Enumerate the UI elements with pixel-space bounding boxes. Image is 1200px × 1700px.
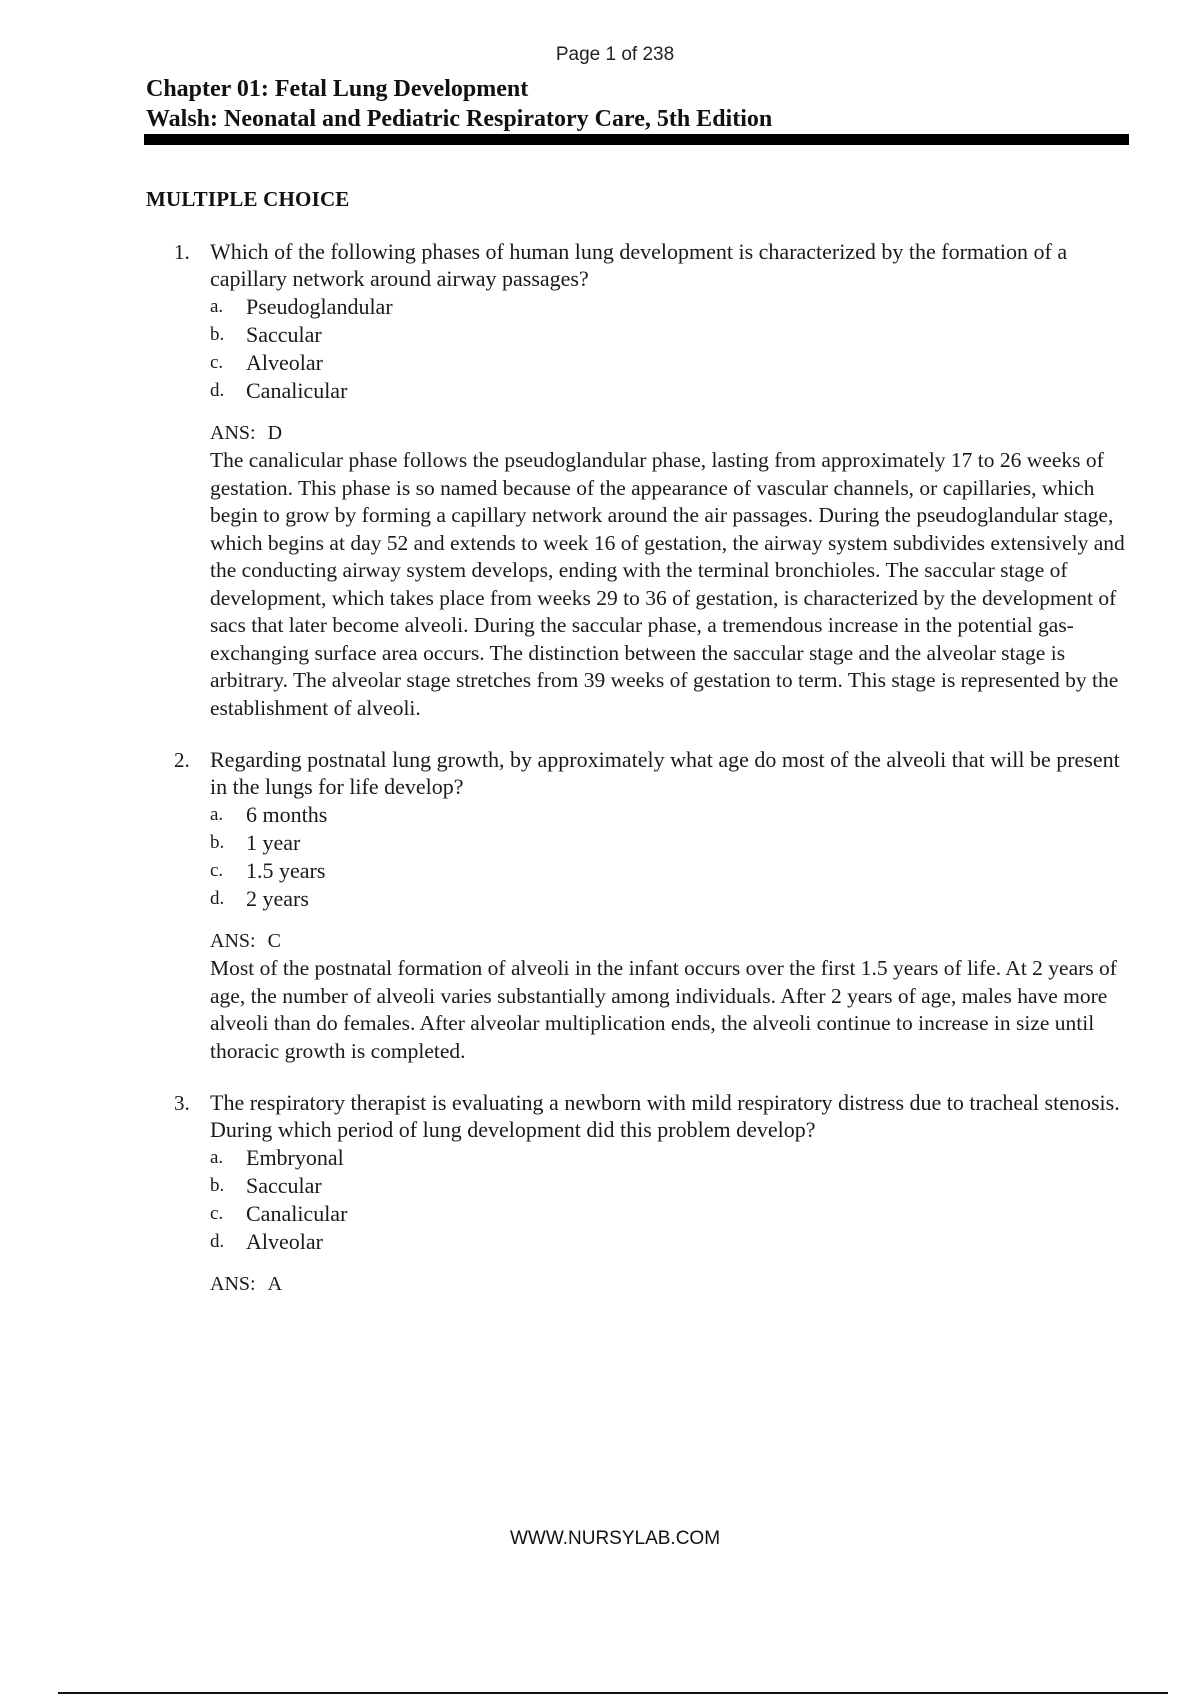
answer-value: C [267, 930, 281, 952]
question-number: 1. [174, 240, 190, 264]
document-header [146, 74, 1129, 134]
option-b [210, 321, 1126, 349]
option-c [210, 857, 1126, 885]
option-text: Alveolar [246, 1229, 323, 1254]
header-rule [144, 134, 1129, 145]
option-text: 1 year [246, 830, 301, 855]
option-text: Canalicular [246, 1201, 348, 1226]
option-d [210, 377, 1126, 405]
option-a [210, 1144, 1126, 1172]
option-letter: a. [210, 804, 224, 825]
option-list [210, 1144, 1126, 1256]
option-text: Pseudoglandular [246, 294, 393, 319]
option-letter: b. [210, 832, 225, 853]
answer-line [210, 420, 1126, 447]
option-b [210, 829, 1126, 857]
option-letter: b. [210, 1175, 225, 1196]
answer-label: ANS: [210, 930, 256, 952]
question-list [146, 238, 1126, 1322]
answer-label: ANS: [210, 422, 256, 444]
book-title: Walsh: Neonatal and Pediatric Respiratory Care, 5th Edition [146, 106, 773, 132]
option-list [210, 293, 1126, 405]
option-a [210, 293, 1126, 321]
option-text: Alveolar [246, 350, 323, 375]
question-2 [146, 746, 1126, 1065]
option-c [210, 1200, 1126, 1228]
page-bottom-rule [58, 1692, 1168, 1694]
question-stem: Which of the following phases of human lung development is characterized by the formation of a capillary network around airway passages? [210, 239, 1068, 291]
answer-value: D [267, 422, 283, 444]
option-letter: a. [210, 1147, 224, 1168]
option-text: Canalicular [246, 378, 348, 403]
section-heading: MULTIPLE CHOICE [146, 187, 350, 211]
answer-rationale: The canalicular phase follows the pseudoglandular phase, lasting from approximately 17 to 26 weeks of gestation. This phase is so named because of the appearance of vascular channels, or capillaries, which begin to grow by forming a capillary network around the air passages. During the pseudoglandular stage, which begins at day 52 and extends to week 16 of gestation, the airway system subdivides extensively and the conducting airway system develops, ending with the terminal bronchioles. The saccular stage of development, which takes place from weeks 29 to 36 of gestation, is characterized by the development of sacs that later become alveoli. During the saccular phase, a tremendous increase in the potential gas-exchanging surface area occurs. The distinction between the saccular stage and the alveolar stage is arbitrary. The alveolar stage stretches from 39 weeks of gestation to term. This stage is represented by the establishment of alveoli. [210, 448, 1125, 720]
answer-rationale: Most of the postnatal formation of alveoli in the infant occurs over the first 1.5 years of life. At 2 years of age, the number of alveoli varies substantially among individuals. After 2 years of age, males have more alveoli than do females. After alveolar multiplication ends, the alveoli continue to increase in size until thoracic growth is completed. [210, 956, 1117, 1063]
footer-url: WWW.NURSYLAB.COM [509, 1528, 721, 1549]
answer-value: A [267, 1273, 283, 1295]
option-text: Saccular [246, 322, 322, 347]
option-text: 2 years [246, 886, 309, 911]
question-number: 2. [174, 748, 190, 772]
option-text: 6 months [246, 802, 328, 827]
option-letter: d. [210, 888, 225, 909]
answer-label: ANS: [210, 1273, 256, 1295]
question-number: 3. [174, 1091, 190, 1115]
question-stem: The respiratory therapist is evaluating a newborn with mild respiratory distress due to tracheal stenosis. During which period of lung development did this problem develop? [210, 1090, 1120, 1142]
chapter-title: Chapter 01: Fetal Lung Development [146, 76, 529, 102]
option-text: Embryonal [246, 1145, 344, 1170]
option-letter: d. [210, 1231, 225, 1252]
option-letter: d. [210, 380, 225, 401]
question-stem: Regarding postnatal lung growth, by approximately what age do most of the alveoli that will be present in the lungs for life develop? [210, 747, 1120, 799]
option-a [210, 801, 1126, 829]
question-1 [146, 238, 1126, 722]
answer-line [210, 928, 1126, 955]
option-d [210, 885, 1126, 913]
option-letter: c. [210, 1203, 224, 1224]
option-c [210, 349, 1126, 377]
answer-line [210, 1271, 1126, 1298]
option-b [210, 1172, 1126, 1200]
question-3 [146, 1089, 1126, 1298]
option-text: 1.5 years [246, 858, 326, 883]
page-number: Page 1 of 238 [555, 44, 675, 65]
option-text: Saccular [246, 1173, 322, 1198]
option-d [210, 1228, 1126, 1256]
option-list [210, 801, 1126, 913]
option-letter: c. [210, 860, 224, 881]
option-letter: c. [210, 352, 224, 373]
option-letter: a. [210, 296, 224, 317]
option-letter: b. [210, 324, 225, 345]
